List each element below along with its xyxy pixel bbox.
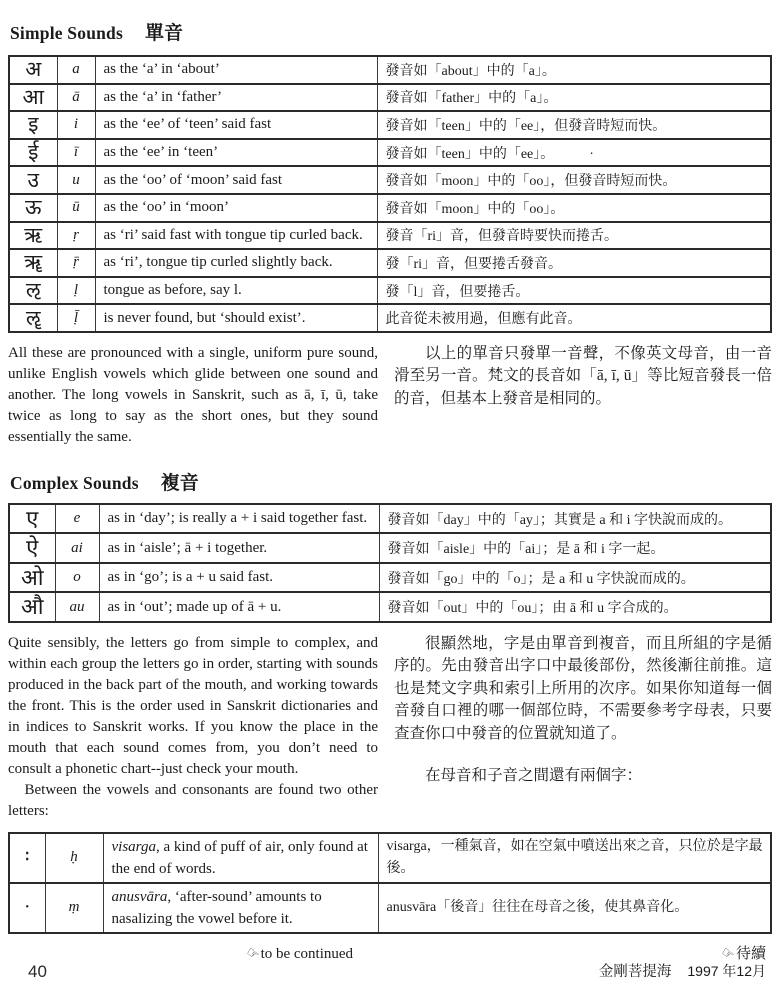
paragraph-text: 以上的單音只發單一音聲，不像英文母音，由一音滑至另一音。梵文的長音如「ā, ī, ū」等比短音發長一倍的音，但基本上發音是相同的。 bbox=[394, 344, 772, 407]
section-title-en: Simple Sounds bbox=[10, 23, 124, 43]
pronunciation-zh: 發音如「teen」中的「ee」，但發音時短而快。 bbox=[377, 111, 771, 139]
pronunciation-zh: 發音如「aisle」中的「ai」；是 ā 和 i 字一起。 bbox=[379, 533, 771, 563]
table-row bbox=[9, 563, 771, 593]
roman-letter: a bbox=[57, 56, 95, 84]
roman-letter: ā bbox=[57, 84, 95, 112]
section-title-zh: 複音 bbox=[160, 472, 199, 494]
continued-text-zh: 待續 bbox=[735, 945, 766, 962]
pronunciation-zh: 發音如「teen」中的「ee」。 · bbox=[377, 139, 771, 167]
devanagari-letter: औ bbox=[9, 592, 55, 622]
pronunciation-zh: 發音如「out」中的「ou」；由 ā 和 u 字合成的。 bbox=[379, 592, 771, 622]
pronunciation-zh: 發音「ri」音，但發音時要快而捲舌。 bbox=[377, 222, 771, 250]
term-word: anusvāra bbox=[111, 888, 168, 905]
pointing-hand-icon: ☞ bbox=[718, 944, 738, 965]
devanagari-letter: इ bbox=[9, 111, 57, 139]
section-title-en: Complex Sounds bbox=[10, 472, 139, 493]
paragraph-text: All these are pronounced with a single, uniform pure sound, unlike English vowels which glide between one sound and another. The long vowels in Sanskrit, such as ā, ī, ū, take twice as long to say as the short ones, but they sound essentially the same. bbox=[8, 344, 378, 445]
devanagari-letter: ॡ bbox=[9, 304, 57, 332]
devanagari-letter: उ bbox=[9, 166, 57, 194]
pronunciation-en: as ‘ri’, tongue tip curled slightly back. bbox=[95, 249, 377, 277]
paragraph-text: Quite sensibly, the letters go from simple to complex, and within each group the letters go in order, starting with sounds produced in the back part of the mouth, and working towards the front. This is the order used in Sanskrit dictionaries and in indices to Sanskrit works. If you know the place in the mouth that each sound comes from, you don’t need to consult a phonetic chart--just check your mouth. bbox=[8, 634, 378, 777]
visarga-anusvara-table bbox=[8, 832, 772, 934]
table-row bbox=[9, 833, 771, 883]
pronunciation-zh: 發音如「father」中的「a」。 bbox=[377, 84, 771, 112]
pronunciation-zh: 發音如「go」中的「o」；是 a 和 u 字快說而成的。 bbox=[379, 563, 771, 593]
pronunciation-en: as the ‘oo’ of ‘moon’ said fast bbox=[95, 166, 377, 194]
journal-name: 金剛菩提海 bbox=[598, 963, 672, 980]
issue-date: 1997 年12月 bbox=[687, 962, 766, 979]
table-row bbox=[9, 883, 771, 933]
roman-letter: ṃ bbox=[45, 883, 103, 933]
pronunciation-en: as the ‘ee’ in ‘teen’ bbox=[95, 139, 377, 167]
paragraph-zh bbox=[394, 633, 772, 822]
pronunciation-en: as the ‘ee’ of ‘teen’ said fast bbox=[95, 111, 377, 139]
journal-imprint bbox=[599, 960, 766, 981]
pronunciation-en: as in ‘aisle’; ā + i together. bbox=[99, 533, 379, 563]
devanagari-letter: अ bbox=[9, 56, 57, 84]
table-row bbox=[9, 194, 771, 222]
pronunciation-en: is never found, but ‘should exist’. bbox=[95, 304, 377, 332]
roman-letter: au bbox=[55, 592, 99, 622]
paragraph-text: Between the vowels and consonants are found two other letters: bbox=[8, 781, 378, 819]
pronunciation-en: as ‘ri’ said fast with tongue tip curled back. bbox=[95, 222, 377, 250]
table-row bbox=[9, 304, 771, 332]
pronunciation-en: as in ‘day’; is really a + i said together fast. bbox=[99, 504, 379, 534]
roman-letter: ai bbox=[55, 533, 99, 563]
roman-letter: ḷ bbox=[57, 277, 95, 305]
roman-letter: u bbox=[57, 166, 95, 194]
roman-letter: ṛ bbox=[57, 222, 95, 250]
pronunciation-zh: anusvāra「後音」往往在母音之後，使其鼻音化。 bbox=[378, 883, 771, 933]
table-row bbox=[9, 504, 771, 534]
table-row bbox=[9, 277, 771, 305]
pronunciation-en bbox=[103, 883, 378, 933]
devanagari-letter: ॠ bbox=[9, 249, 57, 277]
section-title-complex-sounds bbox=[10, 460, 772, 497]
pronunciation-zh: 發音如「about」中的「a」。 bbox=[377, 56, 771, 84]
pronunciation-zh: 此音從未被用過，但應有此音。 bbox=[377, 304, 771, 332]
pronunciation-en: as in ‘out’; made up of ā + u. bbox=[99, 592, 379, 622]
pronunciation-zh: 發「ri」音，但要捲舌發音。 bbox=[377, 249, 771, 277]
devanagari-letter: ऐ bbox=[9, 533, 55, 563]
term-word: visarga bbox=[111, 838, 156, 855]
devanagari-letter: आ bbox=[9, 84, 57, 112]
pronunciation-en: as the ‘a’ in ‘about’ bbox=[95, 56, 377, 84]
roman-letter: ū bbox=[57, 194, 95, 222]
pointing-hand-icon: ☞ bbox=[242, 944, 262, 965]
roman-letter: e bbox=[55, 504, 99, 534]
pronunciation-zh: 發音如「day」中的「ay」；其實是 a 和 i 字快說而成的。 bbox=[379, 504, 771, 534]
simple-sounds-table bbox=[8, 55, 772, 333]
to-be-continued-note bbox=[242, 944, 354, 965]
visarga-sign: ∶ bbox=[9, 833, 45, 883]
table-row bbox=[9, 166, 771, 194]
continued-text-en: to be continued bbox=[260, 945, 354, 962]
devanagari-letter: ई bbox=[9, 139, 57, 167]
term-description: , a kind of puff of air, only found at the end of words. bbox=[111, 838, 368, 877]
simple-sounds-paragraphs bbox=[8, 343, 772, 448]
pronunciation-zh: 發「l」音，但要捲舌。 bbox=[377, 277, 771, 305]
devanagari-letter: ओ bbox=[9, 563, 55, 593]
pronunciation-zh: visarga，一種氣音，如在空氣中噴送出來之音，只位於是字最後。 bbox=[378, 833, 771, 883]
roman-letter: ī bbox=[57, 139, 95, 167]
table-row bbox=[9, 592, 771, 622]
section-title-simple-sounds bbox=[10, 10, 772, 47]
paragraph-en bbox=[8, 633, 378, 822]
devanagari-letter: ऊ bbox=[9, 194, 57, 222]
table-row bbox=[9, 111, 771, 139]
page-number: 40 bbox=[28, 961, 47, 981]
table-row bbox=[9, 139, 771, 167]
pronunciation-en bbox=[103, 833, 378, 883]
roman-letter: ḥ bbox=[45, 833, 103, 883]
pronunciation-en: as the ‘a’ in ‘father’ bbox=[95, 84, 377, 112]
devanagari-letter: ऌ bbox=[9, 277, 57, 305]
complex-sounds-table bbox=[8, 503, 772, 623]
roman-letter: i bbox=[57, 111, 95, 139]
table-row bbox=[9, 56, 771, 84]
pronunciation-en: as the ‘oo’ in ‘moon’ bbox=[95, 194, 377, 222]
paragraph-en bbox=[8, 343, 378, 448]
pronunciation-zh: 發音如「moon」中的「oo」。 bbox=[377, 194, 771, 222]
paragraph-zh bbox=[394, 343, 772, 448]
table-row bbox=[9, 249, 771, 277]
devanagari-letter: ऋ bbox=[9, 222, 57, 250]
table-row bbox=[9, 533, 771, 563]
paragraph-text: 在母音和子音之間還有兩個字： bbox=[425, 767, 643, 785]
table-row bbox=[9, 84, 771, 112]
pronunciation-en: as in ‘go’; is a + u said fast. bbox=[99, 563, 379, 593]
section-title-zh: 單音 bbox=[145, 23, 184, 44]
roman-letter: o bbox=[55, 563, 99, 593]
devanagari-letter: ए bbox=[9, 504, 55, 534]
page-footer bbox=[8, 944, 772, 990]
pronunciation-en: tongue as before, say l. bbox=[95, 277, 377, 305]
table-row bbox=[9, 222, 771, 250]
pronunciation-zh: 發音如「moon」中的「oo」，但發音時短而快。 bbox=[377, 166, 771, 194]
term-description: , ‘after-sound’ amounts to nasalizing the vowel before it. bbox=[111, 888, 322, 927]
paragraph-text: 很顯然地，字是由單音到複音，而且所組的字是循序的。先由發音出字口中最後部份，然後漸往前推。這也是梵文字典和索引上所用的次序。如果你知道每一個音發自口裡的哪一個部位時，不需要參考字母表，只要查查你口中發音的位置就知道了。 bbox=[394, 634, 772, 742]
complex-sounds-paragraphs bbox=[8, 633, 772, 822]
roman-letter: ṝ bbox=[57, 249, 95, 277]
anusvara-sign: · bbox=[9, 883, 45, 933]
roman-letter: ḹ bbox=[57, 304, 95, 332]
